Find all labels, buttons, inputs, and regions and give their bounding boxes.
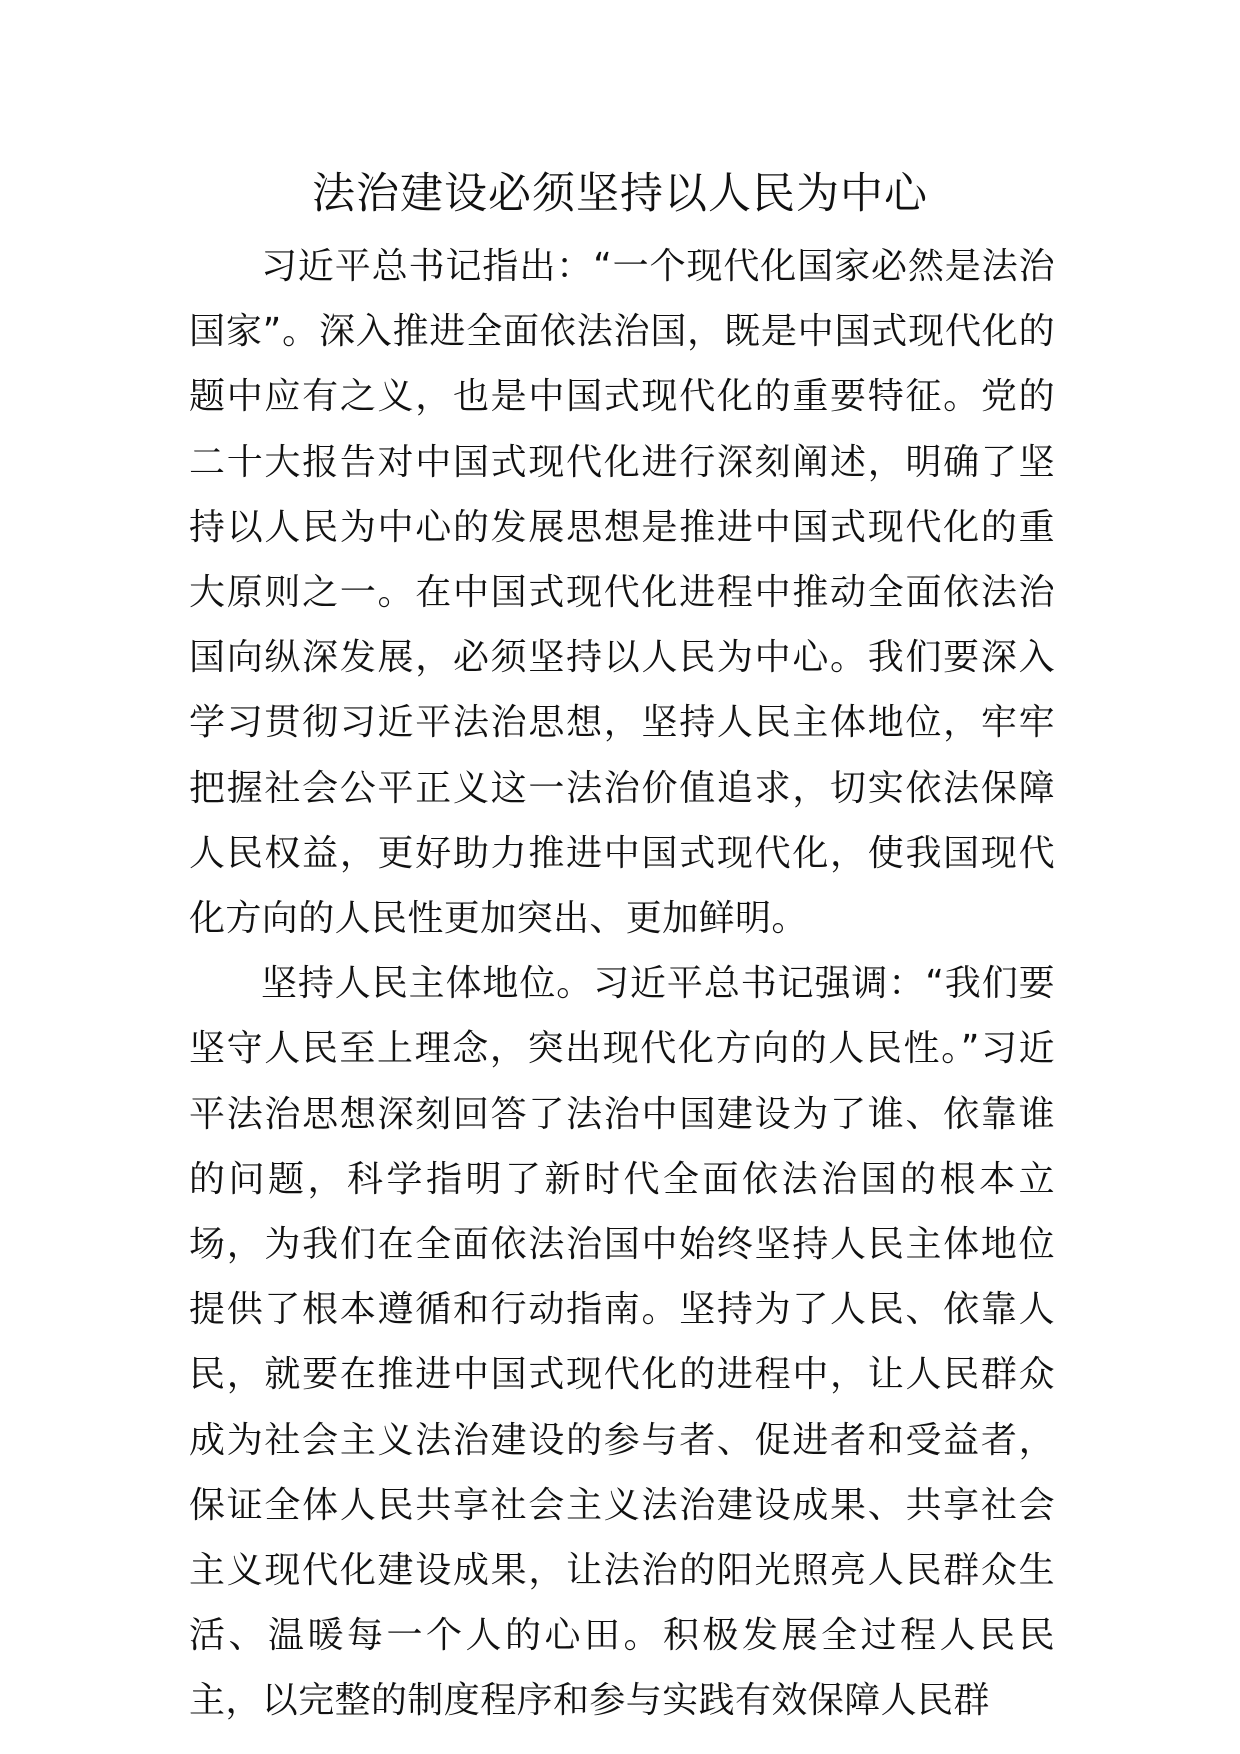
document-title: 法治建设必须坚持以人民为中心	[312, 169, 928, 219]
document-body	[189, 234, 1055, 1734]
paragraph: 习近平总书记指出：“一个现代化国家必然是法治国家”。深入推进全面依法治国，既是中国式现代化的题中应有之义，也是中国式现代化的重要特征。党的二十大报告对中国式现代化进行深刻阐述，明确了坚持以人民为中心的发展思想是推进中国式现代化的重大原则之一。在中国式现代化进程中推动全面依法治国向纵深发展，必须坚持以人民为中心。我们要深入学习贯彻习近平法治思想，坚持人民主体地位，牢牢把握社会公平正义这一法治价值追求，切实依法保障人民权益，更好助力推进中国式现代化，使我国现代化方向的人民性更加突出、更加鲜明。	[189, 246, 1055, 940]
paragraph: 坚持人民主体地位。习近平总书记强调：“我们要坚守人民至上理念，突出现代化方向的人民性。”习近平法治思想深刻回答了法治中国建设为了谁、依靠谁的问题，科学指明了新时代全面依法治国的根本立场，为我们在全面依法治国中始终坚持人民主体地位提供了根本遵循和行动指南。坚持为了人民、依靠人民，就要在推进中国式现代化的进程中，让人民群众成为社会主义法治建设的参与者、促进者和受益者，保证全体人民共享社会主义法治建设成果、共享社会主义现代化建设成果，让法治的阳光照亮人民群众生活、温暖每一个人的心田。积极发展全过程人民民主，以完整的制度程序和参与实践有效保障人民群	[189, 963, 1055, 1722]
